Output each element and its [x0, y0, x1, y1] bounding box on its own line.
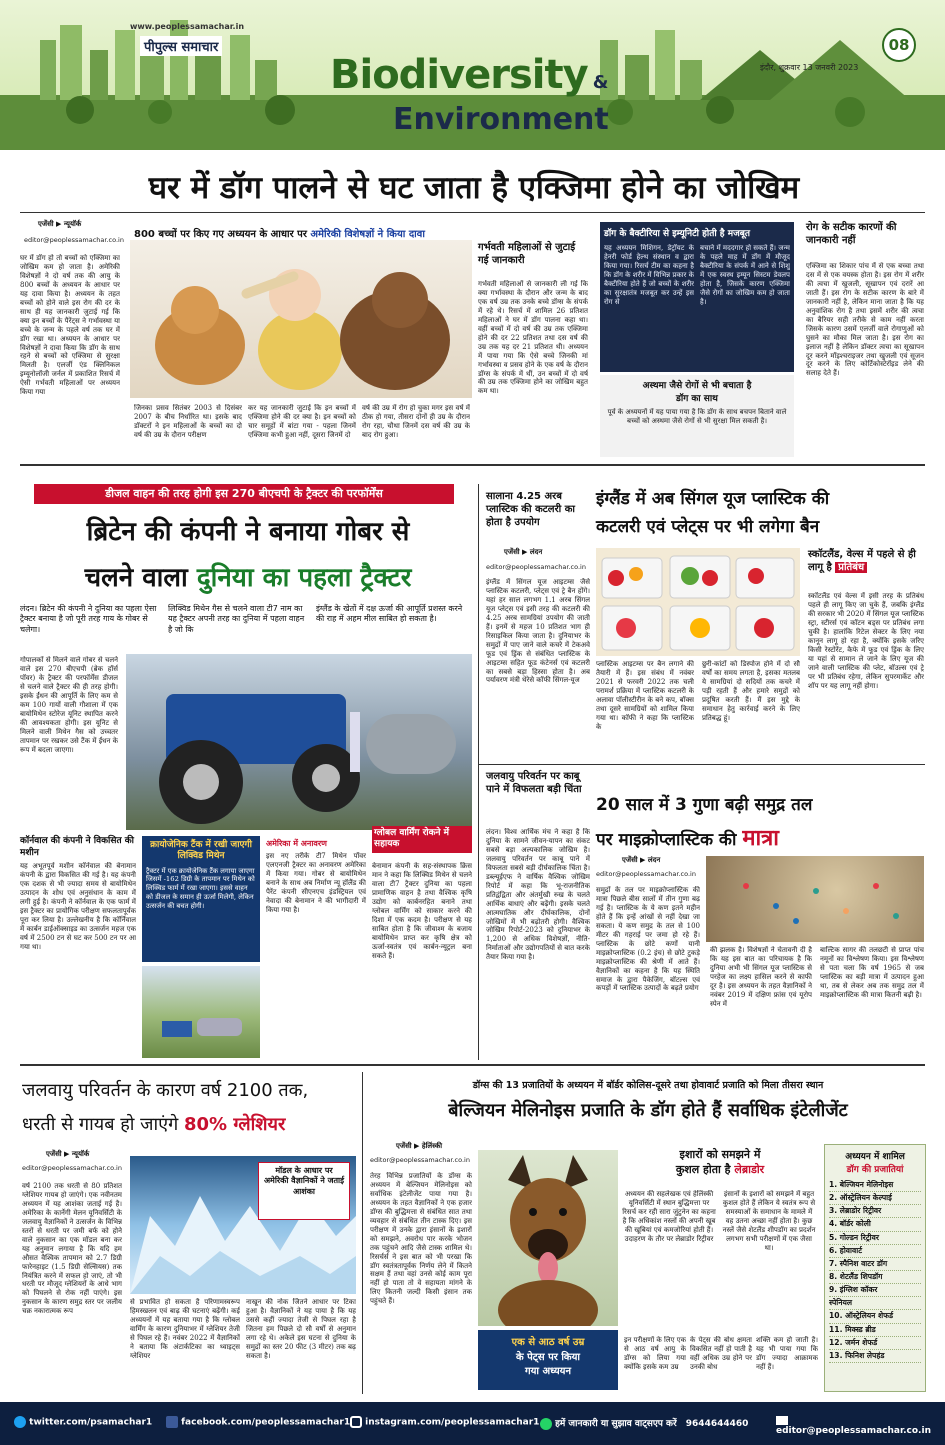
microplastic-photo [706, 856, 924, 942]
story5-col2: से प्रभावित हो सकता है परिणामस्वरूप हिमस्खलन एवं बाढ़ की घटनाएं बढ़ेंगी। कई अध्ययनों में यह बताया गया है कि ग्लोबल वार्मिंग के कारण दुनियाभर में ग्लेशियर तेजी से पिघल रहे हैं। नवंबर 2022 में वैज्ञानिकों ने बताया कि अंटार्कटिका का थ्वाइट्स ग्लेशियर [130, 1298, 240, 1360]
breed-list-item: 8. शेटलैंड शिपडॉग [829, 1271, 921, 1284]
story1-byline: एजेंसी ▶ न्यूयॉर्क [38, 220, 82, 228]
story4-side-head: जलवायु परिवर्तन पर काबू पाने में विफलता बड़ी चिंता [486, 771, 582, 795]
story1-right-text: एक्जिमा का शिकार पांच में से एक बच्चा तथा दस में से एक वयस्क होता है। इस रोग में शरीर की त्वचा में खुजली, सूखापन एवं दरारें आ जाती हैं। इस रोग के सटीक कारण के बारे में जानकारी नहीं है, लेकिन माना जाता है कि यह अनुवांशिक रोग है तथा इसमें शरीर की त्वचा का बैरियर सही तरीके से काम नहीं करता जिसके कारण उसमें एलर्जी वाले रोगाणुओं को घुसने का मौका मिल जाता है। इस रोग का इलाज नहीं है लेकिन डॉक्टर त्वचा का सूखापन दूर करने मॉइश्चराइजर तथा खुजली एवं सूजन दूर करने के लिए कोर्टिकोस्टेरॉइड लेने की सलाह देते हैं। [806, 262, 924, 378]
footer-instagram[interactable]: instagram.com/peoplessamachar1 [350, 1416, 539, 1428]
story2-kicker: डीजल वाहन की तरह होगी इस 270 बीएचपी के ट्रैक्टर की परफॉर्मेंस [34, 484, 454, 504]
story1-sub-head: गर्भवती महिलाओं से जुटाई गई जानकारी [478, 242, 576, 266]
story2-sub-head: कॉर्नवाल की कंपनी ने विकसित की मशीन [20, 836, 134, 858]
story6-byline: एजेंसी ▶ हेलिंस्की [396, 1142, 443, 1150]
story2-headline-line1: ब्रिटेन की कंपनी ने बनाया गोबर से [86, 517, 410, 547]
story6-badge-1: एक से आठ वर्ष उम्र [511, 1337, 585, 1348]
story1-box-title: डॉग के बैक्टीरिया से इम्यूनिटी होती है मजबूत [604, 229, 751, 239]
story5-headline-line2b: 80% ग्लेशियर [183, 1114, 286, 1135]
story1-asthma-box [600, 375, 794, 457]
story3-scot-head [808, 548, 924, 574]
story1-col1: घर में डॉग हो तो बच्चों को एक्जिमा का जोखिम कम हो जाता है। अमेरिकी विशेषज्ञों ने दो वर्ष तक की आयु के 800 बच्चों के अध्ययन के आधार पर यह दावा किया है। अध्ययन के तहत बच्चों को होने वाले इस रोग की दर के साथ ही यह जानकारी जुटाई गई कि क्या इन बच्चों के पैरेंट्स ने गर्भावस्था या बच्चे के जन्म के पहले वर्ष तक घर में डॉग रखा था। अध्ययन के आधार पर विशेषज्ञों ने दावा किया कि डॉग के साथ रहने से बच्चों को एक्जिमा से सुरक्षा मिलती है। एलर्जी एंड क्लिनिकल इम्यूनोलॉजी जर्नल में प्रकाशित रिसर्च में ऐसी गर्भवती महिलाओं पर अध्ययन किया गया [20, 254, 120, 397]
email-icon [776, 1416, 788, 1425]
story2-america-head: अमेरिका में अनावरण [266, 839, 327, 848]
story1-box-text-1: यह अध्ययन मिशिगन, डेट्रॉयट के हेनरी फोर्ड हेल्थ संस्थान व द्वारा किया गया। रिसर्च टीम का कहना है कि डॉग के शरीर में विभिन्न प्रकार के बैक्टीरिया होते हैं जो बच्चों के शरीर का सुरक्षातंत्र मजबूत कर उन्हें इस रोग से [604, 244, 694, 306]
story6-badge-3: गया अध्ययन [524, 1366, 572, 1377]
breed-list-title-2: डॉग की प्रजातियां [846, 1165, 904, 1175]
footer-email[interactable]: editor@peoplessamachar.co.in [776, 1416, 945, 1436]
story1-under-photo-2: कर यह जानकारी जुटाई कि इन बच्चों में एक्जिमा होने की दर क्या है। इन बच्चों को चार समूहों में बांटा गया - पहला जिनमें एक्जिमा कभी हुआ नहीं, दूसरा जिनमें दो [248, 404, 356, 439]
story6-insight-head-3: लेब्राडोर [734, 1162, 765, 1176]
story4-side-text: लंदन। विश्व आर्थिक मंच ने कहा है कि दुनिया के सामने जीवन-यापन का संकट सबसे बड़ा अल्पकालिक जोखिम है। जलवायु परिवर्तन पर काबू पाने में विफलता सबसे बड़ी दीर्घकालिक चिंता है। डब्ल्यूईएफ ने वार्षिक वैश्विक जोखिम रिपोर्ट में कहा कि भू-राजनीतिक प्रतिद्वंद्विता और अंतर्मुखी रुख के चलते आर्थिक बाधाएं और बढ़ेंगी। इसके चलते आत्मघातिक और दीर्घकालिक, दोनों जोखिमों में भी बढ़ोतरी होगी। वैश्विक जोखिम रिपोर्ट-2023 को दुनियाभर के 1,200 से अधिक विशेषज्ञों, नीति-निर्माताओं और उद्योगपतियों से बात करके तैयार किया गया है। [486, 828, 590, 962]
footer-twitter[interactable]: twitter.com/psamachar1 [14, 1416, 152, 1428]
instagram-icon [350, 1416, 362, 1428]
story2-intro-3: इंग्लैंड के खेतों में दक्ष ऊर्जा की आपूर्ति प्रशस्त करने की राह में अहम मील साबित हो सकता है। [316, 604, 463, 624]
story5-byline: एजेंसी ▶ न्यूयॉर्क [46, 1150, 90, 1158]
story1-email: editor@peoplessamachar.co.in [24, 236, 124, 244]
date-line: इंदौर, शुक्रवार 13 जनवरी 2023 [760, 63, 859, 72]
story5-email: editor@peoplessamachar.co.in [22, 1164, 122, 1172]
story2-sub-text: यह अभूतपूर्व मशीन कॉर्नवाल की बेनामान कंपनी के द्वारा विकसित की गई है। यह कंपनी एक दशक से भी ज्यादा समय से बायोमिथेन उत्पादन के शोध एवं अनुसंधान के काम में लगी हुई है। कंपनी ने कॉर्नवाल के एक फार्म में इस ट्रैक्टर का प्रायोगिक परीक्षण सफलतापूर्वक पूरा कर लिया है। उल्लेखनीय है कि कॉर्निवाल में कार्बन डाईऑक्साइड का उत्सर्जन महज एक वर्ष में 2500 टन से घट कर 500 टन पर आ गया था। [20, 862, 136, 951]
baby-dogs-photo [130, 240, 472, 398]
breed-list-item: 11. मिक्स्ड ब्रीड [829, 1324, 921, 1337]
story4-headline-line2 [596, 822, 926, 852]
breed-list-item: 13. फिनिश लेपहंड [829, 1350, 921, 1363]
story2-global-text: बेनामान कंपनी के सह-संस्थापक क्रिस मान ने कहा कि लिक्विड मिथेन से चलने वाला टी7 ट्रैक्टर दुनिया का पहला प्रामाणिक वाहन है तथा वैश्विक कृषि उद्योग को कार्बनरहित बनाने तथा ग्लोबल वार्मिंग को साकार करने की दिशा में एक कदम है। परीक्षण से यह साबित होता है कि जीवाश्म के बजाय बायोमिथेन प्राप्त कर कृषि क्षेत्र को ऊर्जा-स्वतंत्र एवं कार्बन-न्यूट्रल बना सकते हैं। [372, 862, 472, 960]
story6-badge-2: के पेट्स पर किया [515, 1351, 581, 1363]
story5-box: मॉडल के आधार पर अमेरिकी वैज्ञानिकों ने जताई आशंका [258, 1162, 350, 1220]
story2-cryo-title: क्रायोजेनिक टैंक में रखी जाएगी लिक्विड मिथेन [150, 840, 252, 862]
breed-list-item: 7. स्पैनिश वाटर डॉग [829, 1258, 921, 1271]
story5-col1: वर्ष 2100 तक धरती से 80 प्रतिशत ग्लेशियर गायब हो जाएंगे। एक नवीनतम अध्ययन में यह आशंका जताई गई है। अमेरिका के कार्नेगी मेलन यूनिवर्सिटी के जलवायु वैज्ञानिकों ने उत्सर्जन के विभिन्न स्तरों से धरती पर जमी बर्फ को होने वाले नुकसान का एक मॉडल बना कर यह अनुमान लगाया है कि यदि हम औसत वैश्विक तापमान को 2.7 डिग्री फारेनहाइट (1.5 डिग्री सेल्सियस) तक नियंत्रित करने में सफल हो जाएं, तो भी धरती पर मौजूद ग्लेशियरों के आधे भाग को पिघलने से रोक नहीं पाएंगे। इस नुकसान के कारण समुद्र स्तर पर जलीय चक्र नकारात्मक रूप [22, 1182, 122, 1316]
story2-intro-2: लिक्विड मिथेन गैस से चलने वाला टी7 नाम का यह ट्रैक्टर अपनी तरह का दुनिया में पहला वाहन है जो कि [168, 604, 305, 634]
section-title-environment: Environment [393, 102, 609, 137]
breed-list [829, 1179, 921, 1363]
tractor-photo [126, 654, 472, 830]
story3-side-head: सालाना 4.25 अरब प्लास्टिक की कटलरी का होता है उपयोग [486, 491, 575, 528]
story4-byline: एजेंसी ▶ लंदन [622, 856, 661, 864]
story2-global-head: ग्लोबल वार्मिंग रोकने में सहायक [372, 826, 472, 853]
story3-col1: इंग्लैंड में सिंगल यूज आइटम्स जैसे प्लास्टिक कटलरी, प्लेट्स एवं ट्रे बैन होंगे। यहां हर साल लगभग 1.1 अरब सिंगल यूज प्लेट्स एवं इसी तरह की कटलरी की 4.25 अरब सामग्रियां उपयोग की जाती हैं। इनमें से महज 10 प्रतिशत भाग ही रिसाइकिल किया जाता है। दुनियाभर के समुद्रों में पाए जाने वाले कचरे में टेकअवे फूड एवं ड्रिंक से संबंधित प्लास्टिक के आइटम्स सहित फूड कंटेनर्स एवं कटलरी का सबसे बड़ा हिस्सा होता है। अब पर्यावरण मंत्री थेरेसे कॉफी सिंगल-यूज [486, 578, 590, 685]
story1-box-text-2: बचाने में मददगार हो सकते हैं। जन्म के पहले माह में डॉग में मौजूद बैक्टीरिया के संपर्क में आने से शिशु में एक स्वस्थ इम्यून सिस्टम डेवलप होता है, जिसके कारण एक्जिमा जैसे रोगों का जोखिम कम हो जाता है। [700, 244, 790, 306]
story6-foot-col1: इन परीक्षणों के लिए एक से आठ वर्ष आयु के डॉग्स को लिया गया क्योंकि इसके कम उम्र [624, 1336, 686, 1371]
story2-intro-1: लंदन। ब्रिटेन की कंपनी ने दुनिया का पहला ऐसा ट्रैक्टर बनाया है जो पूरी तरह गाय के गोबर से चलेगा। [20, 604, 157, 634]
story1-box [600, 222, 794, 372]
story1-deck-part1: 800 बच्चों पर किए गए अध्ययन के आधार पर [134, 229, 307, 240]
breed-list-item: 5. गोल्डन रिट्रीवर [829, 1232, 921, 1245]
story6-insight-head-2: कुशल होता है [675, 1162, 731, 1176]
story2-col1: गोपालकों से मिलने वाले गोबर से चलने वाले इस 270 बीएचपी (ब्रेक हॉर्स पॉवर) के ट्रैक्टर की परफॉर्मेंस डीजल से चलने वाले ट्रैक्टर की ही तरह होगी। इसके ईंधन की आपूर्ति के लिए कम से कम 100 गायों वाली गौशाला में एक बायोमिथेन स्टोरेज यूनिट स्थापित करने की आवश्यकता होगी। इस यूनिट से मिलने वाली मिथेन गैस को उच्चतर तापमान पर रखकर उसे टैंक में ईंधन के रूप में बदला जाएगा। [20, 656, 118, 754]
section-title-biodiversity: Biodiversity [330, 52, 588, 98]
story4-headline-line1: 20 साल में 3 गुणा बढ़ी समुद्र तल [596, 795, 813, 815]
story6-email: editor@peoplessamachar.co.in [370, 1156, 470, 1164]
story4-col2: की झलक है। विशेषज्ञों ने चेतावनी दी है कि यह इस बात का परिचायक है कि दुनिया अभी भी सिंगल यूज प्लास्टिक से परहेज का लक्ष्य हासिल करने से काफी दूर है। इस अध्ययन के तहत वैज्ञानिकों ने नवंबर 2019 में दक्षिण फ्रांस एवं यूरोप स्पेन में [710, 946, 812, 1008]
breed-list-item: स्पेनियल [829, 1297, 921, 1310]
story1-deck-part2: अमेरिकी विशेषज्ञों ने किया दावा [310, 229, 425, 240]
story4-col1: समुद्रों के तल पर माइक्रोप्लास्टिक की मात्रा पिछले बीस सालों में तीन गुणा बढ़ गई है। प्लास्टिक के ये कण इतने महीन होते हैं कि इन्हें आंखों से नहीं देखा जा सकता। ये कण समुद्र के तल से 100 मीटर की गहराई पर जमा हो रहे हैं। प्लास्टिक के छोटे कणों यानी माइक्रोप्लास्टिक (0.2 इंच) से छोटे टुकड़े माइक्रोप्लास्टिक की श्रेणी में आते हैं। वैज्ञानिकों का कहना है कि यह स्थिति समाज के द्वारा पैकेजिंग, बॉटल्स एवं कपड़ों में प्लास्टिक उत्पादों के बढ़ते प्रयोग [596, 886, 700, 993]
story5-col3: नाखून की नोक जितने आधार पर टिका हुआ है। वैज्ञानिकों ने यह पाया है कि यह उससे कहीं ज्यादा तेजी से पिघल रहा है जितना हम पिछले दो सौ वर्षों से अनुमान लगा रहे थे। अकेले इस घटना से दुनिया के समुद्रों का स्तर 20 फीट (3 मीटर) तक बढ़ सकता है। [246, 1298, 356, 1360]
story1-deck [134, 226, 425, 240]
cutlery-photo [596, 548, 800, 656]
breed-list-item: 3. लेब्राडोर रिट्रीवर [829, 1205, 921, 1218]
story2-america-text: इस नए तरीके टी7 मिथेन पॉवर एलएनजी ट्रैक्टर का अनावरण अमेरिका में किया गया। गोबर से बायोमिथेन बनाने के साथ अब निर्माण न्यू हॉलैंड की पैरेंट कंपनी सीएनएच इंडस्ट्रियल एवं नेवादा की बेनामान ने की भागीदारी में किया गया है। [266, 852, 366, 914]
story6-insight-head-1: इशारों को समझने में [679, 1148, 761, 1161]
breed-list-item: 6. होवावार्ट [829, 1245, 921, 1258]
footer-whatsapp[interactable]: हमें जानकारी या सुझाव वाट्सएप करें 9644644460 [540, 1416, 748, 1430]
facebook-icon [166, 1416, 178, 1428]
website-url: www.peoplessamachar.in [130, 22, 245, 31]
story3-scot-text: स्कॉटलैंड एवं वेल्स में इसी तरह के प्रतिबंध पहले ही लागू किए जा चुके हैं, जबकि इंग्लैंड की सरकार भी 2020 में सिंगल यूज प्लास्टिक स्ट्रा, स्टीरर्स एवं कॉटन बड्स पर प्रतिबंध लगा चुकी है। हालांकि रिटेल सेक्टर के लिए नया कानून लागू हो रहा है, क्योंकि इसके जरिए किसी रेस्टोरेंट, कैफे में फूड एवं ड्रिंक के लिए या यहां से सामान ले जाने के लिए यूज की जाने वाली प्लास्टिक की प्लेट, बॉउल्स एवं ट्रे पर भी प्रतिबंध रहेगा, लेकिन सुपरमार्केट और शॉप पर यह लागू नहीं होगा। [808, 592, 924, 690]
story3-byline: एजेंसी ▶ लंदन [504, 548, 543, 556]
story4-col3: बाल्टिक सागर की तलछटी से प्राप्त पांच नमूनों का विश्लेषण किया। इस विश्लेषण से पता चला कि वर्ष 1965 से जब प्लास्टिक का बड़ी मात्रा में उत्पादन हुआ था, तब से लेकर अब तक समुद्र तल में माइक्रोप्लास्टिक की मात्रा कितनी बढ़ी है। [820, 946, 924, 999]
story6-foot-col2: के पेट्स की बोध क्षमता विकसित नहीं हो पाती है वहीं अधिक उम्र होने पर उनकी बोध [690, 1336, 752, 1371]
malinois-dog-photo [478, 1150, 618, 1326]
story2-headline-line2a: चलने वाला [84, 563, 188, 593]
story6-col1: तेरह विभिन्न प्रजातियों के डॉग्स के अध्ययन में बेल्जियन मेलिनोइस को सर्वाधिक इंटेलीजेंट पाया गया है। अध्ययन के तहत वैज्ञानिकों ने एक हजार डॉग्स की बुद्धिमत्ता से संबंधित सात तथा व्यवहार से संबंधित तीन टास्क दिए। इस परीक्षण में उनके द्वारा इंसानों के इशारों को समझने, अवरोध पार करके भोजन तक पहुंचने आदि जैसे टास्क शामिल थे। रिसर्चर्स ने इस बात को भी परखा कि डॉग स्वतंत्रतापूर्वक निर्णय लेने में कितने सक्षम हैं तथा वहां उनसे कोई काम पूरा नहीं हो पाता तो वे सहायता मांगने के लिए कितनी जल्दी किसी इंसान तक पहुंचते हैं। [370, 1172, 472, 1306]
field-tractor-photo [142, 966, 260, 1058]
story3-email: editor@peoplessamachar.co.in [486, 563, 586, 571]
page-number: 08 [882, 28, 916, 62]
story6-age-badge [478, 1330, 618, 1390]
breed-list-item: 4. बॉर्डर कोली [829, 1218, 921, 1231]
story2-headline-line2 [24, 558, 472, 594]
breed-list-item: 12. जर्मन शेफर्ड [829, 1337, 921, 1350]
story3-col2: प्लास्टिक आइटम्स पर बैन लगाने की तैयारी में हैं। इस संबंध में नवंबर 2021 से फरवरी 2022 तक चली परामर्श प्रक्रिया में प्लास्टिक कटलरी के अलावा पॉलीस्टीरीन के बने कप, बॉक्स तथा दूसरे सामग्रियों को शामिल किया गया था। कॉफी ने कहा कि प्लास्टिक के [596, 660, 694, 731]
story4-headline-line2a: पर माइक्रोप्लास्टिक की [596, 830, 737, 850]
story1-sub-text: गर्भवती महिलाओं से जानकारी ली गई कि क्या गर्भावस्था के दौरान और जन्म के बाद एक वर्ष उम्र तक उनके बच्चे डॉग्स के संपर्क में रहे थे। रिसर्च में शामिल 26 प्रतिशत महिलाओं ने घर में डॉग पालना कहा था। वहीं बच्चों में दो वर्ष की उम्र तक एक्जिमा होने की दर 22 प्रतिशत तथा दस वर्ष की उम्र तक यह दर 21 प्रतिशत थी। अध्ययन में पाया गया कि ऐसे बच्चे जिनकी मां गर्भावस्था व प्रसव होने के एक वर्ष के दौरान डॉग्स के संपर्क में थीं, उन बच्चों में दो वर्ष की उम्र तक एक्जिमा होने का जोखिम बहुत कम था। [478, 280, 588, 396]
footer-bar [0, 1402, 945, 1445]
breed-list-item: 10. ऑस्ट्रेलियन शेफर्ड [829, 1310, 921, 1323]
story6-insight-col2: इंसानों के इशारों को समझने में बहुत कुशल होते हैं लेकिन ये स्वतंत्र रूप से समस्याओं के समाधान के मामले में वह उतना अच्छा नहीं होता है। कुछ नस्लें जैसे शेटलैंड शीपडॉग का प्रदर्शन लगभग सभी परीक्षणों में एक जैसा था। [722, 1190, 816, 1252]
section-title [330, 52, 608, 98]
breed-list-title-1: अध्ययन में शामिल [845, 1152, 905, 1162]
story3-scot-head-2: प्रतिबंध [835, 562, 867, 573]
story3-headline-line2: कटलरी एवं प्लेट्स पर भी लगेगा बैन [596, 517, 820, 537]
story1-under-photo-3: वर्ष की उम्र में रोग हो चुका मगर इस वर्ष में ठीक हो गया, तीसरा दोनों ही उम्र के दौरान रोग रहा, चौथा जिनमें दस वर्ष की उम्र के बाद रोग हुआ। [362, 404, 470, 439]
twitter-icon [14, 1416, 26, 1428]
breed-list-item: 1. बेल्जियन मेलिनोइस [829, 1179, 921, 1192]
section-title-amp: & [592, 72, 609, 93]
breed-list-item: 9. इंग्लिश कॉकर [829, 1284, 921, 1297]
story5-headline-line2 [22, 1112, 358, 1136]
story3-headline-line1: इंग्लैंड में अब सिंगल यूज प्लास्टिक की [596, 489, 830, 509]
story3-scot-head-1: स्कॉटलैंड, वेल्स में पहले से ही लागू है [808, 549, 916, 573]
story2-cryo-text: ट्रैक्टर में एक क्रायोजेनिक टैंक लगाया जाएगा जिसमें -162 डिग्री के तापमान पर मिथेन को लिक्विड फार्म में रखा जाएगा। इससे वाहन को डीजल के समान ही ऊर्जा मिलेगी, लेकिन उत्सर्जन की बचत होगी। [146, 866, 255, 910]
story1-right-head: रोग के सटीक कारणों की जानकारी नहीं [806, 222, 897, 246]
story5-headline-line2a: धरती से गायब हो जाएंगे [22, 1114, 179, 1135]
story4-email: editor@peoplessamachar.co.in [596, 870, 696, 878]
story6-headline: बेल्जियन मेलिनोइस प्रजाति के डॉग होते हैं सर्वाधिक इंटेलीजेंट [448, 1100, 848, 1121]
story6-insight-col1: अध्ययन की सहलेखक एवं हेलिंस्की यूनिवर्सिटी में स्थान बुद्धिमत्ता पर रिसर्च कर रही सारा जुंटुनेन का कहना है कि अधिकांश नस्लों की अपनी खूब की खूबियां एवं कमजोरियां होती हैं। उदाहरण के तौर पर लेब्राडोर रिट्रीवर [622, 1190, 716, 1243]
story3-col3: छुरी-कांटों को डिस्पोज होने में दो सौ वर्षों का समय लगता है, इसका मतलब ये सामग्रियां दो सदियों तक कचरे में पड़ी रहती हैं और हमारे समुद्रों को प्रदूषित करती हैं। मैं इस मुद्दे के समाधान हेतु कार्रवाई करने के लिए प्रतिबद्ध हूं। [702, 660, 800, 722]
whatsapp-icon [540, 1418, 552, 1430]
story6-foot-col3: शक्ति कम हो जाती है। यह भी पाया गया कि डॉग ज्यादा आक्रामक नहीं हैं। [756, 1336, 818, 1371]
story6-insight-head-line2 [622, 1163, 818, 1178]
breed-list-item: 2. ऑस्ट्रेलियन केल्पाई [829, 1192, 921, 1205]
story6-insight-head [622, 1148, 818, 1178]
story2-cryo-box [142, 836, 260, 962]
story1-asthma-text: पूर्व के अध्ययनों में यह पाया गया है कि डॉग के साथ बचपन बिताने वाले बच्चों को अस्थमा जैसे रोगों से भी सुरक्षा मिल सकती है। [607, 408, 787, 425]
story4-headline-line2b: मात्रा [742, 826, 780, 851]
story1-under-photo-1: जिनका प्रसव सितंबर 2003 से दिसंबर 2007 के बीच निर्धारित था। इसके बाद डॉक्टरों ने इन महिलाओं के बच्चों का दो वर्ष की उम्र के दौरान परीक्षण [134, 404, 242, 439]
story1-headline: घर में डॉग पालने से घट जाता है एक्जिमा होने का जोखिम [148, 170, 800, 206]
footer-facebook[interactable]: facebook.com/peoplessamachar1 [166, 1416, 350, 1428]
story6-kicker: डॉग्स की 13 प्रजातियों के अध्ययन में बॉर्डर कोलिस-दूसरे तथा होवावार्ट प्रजाति को मिला तीसरा स्थान [472, 1080, 824, 1091]
story1-asthma-title: अस्थमा जैसे रोगों से भी बचाता है डॉग का साथ [642, 381, 752, 404]
story5-headline-line1: जलवायु परिवर्तन के कारण वर्ष 2100 तक, [22, 1080, 309, 1101]
story2-headline-line2b: दुनिया का पहला ट्रैक्टर [196, 563, 412, 593]
paper-logo: पीपुल्स समाचार [140, 36, 222, 56]
breed-list-box [824, 1144, 926, 1392]
masthead [0, 0, 945, 150]
